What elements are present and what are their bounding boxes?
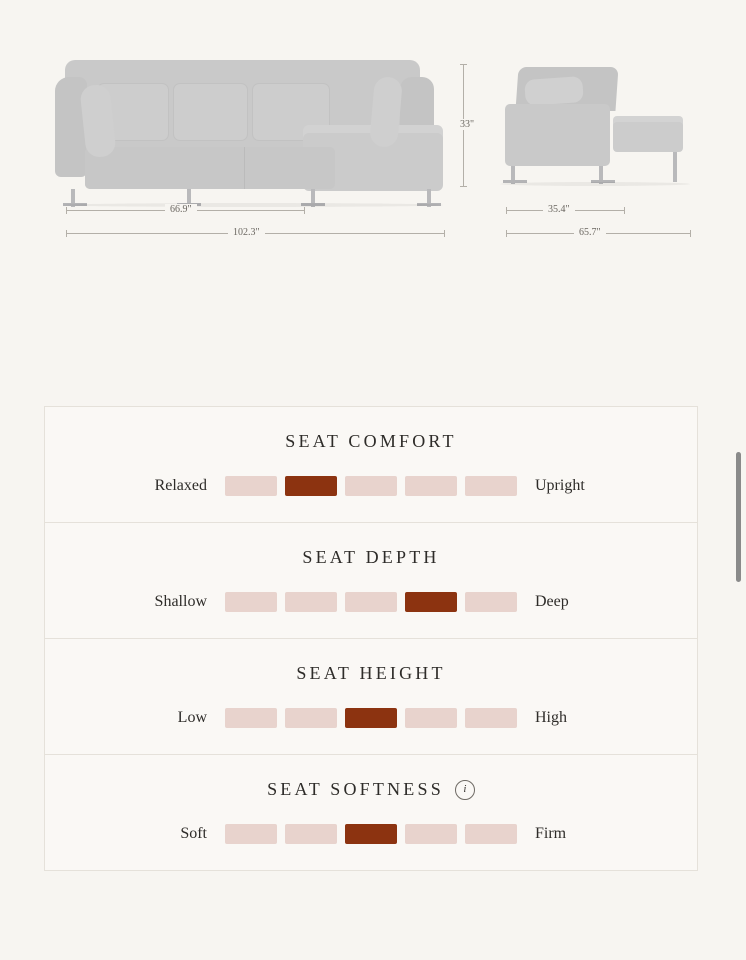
spec-row-seat-comfort	[45, 407, 697, 523]
spec-pips	[225, 592, 517, 612]
spec-pip-3	[345, 592, 397, 612]
spec-pip-3-active	[345, 824, 397, 844]
spec-title-seat-depth	[45, 547, 697, 568]
seat-width-dimension-label: 66.9"	[165, 204, 197, 215]
spec-pip-4	[405, 476, 457, 496]
sofa-front-view-illustration	[55, 55, 455, 210]
spec-row-seat-depth	[45, 523, 697, 639]
spec-left-label: Low	[177, 709, 207, 726]
spec-pips	[225, 824, 517, 844]
height-tick-top	[460, 64, 467, 65]
spec-pip-5	[465, 708, 517, 728]
total-width-dimension-label: 102.3"	[228, 227, 265, 238]
spec-pip-4	[405, 824, 457, 844]
spec-pip-1	[225, 592, 277, 612]
spec-pip-2	[285, 824, 337, 844]
sofa-side-chaise-shape	[613, 122, 683, 152]
sofa-side-body-shape	[505, 104, 610, 166]
sofa-side-shadow	[500, 182, 690, 186]
height-tick-bottom	[460, 186, 467, 187]
depth-tick-left	[506, 207, 507, 214]
sofa-side-leg-3	[673, 152, 677, 182]
spec-pip-4-active	[405, 592, 457, 612]
spec-title-text: SEAT COMFORT	[285, 431, 457, 451]
comfort-spec-panel	[44, 406, 698, 871]
sofa-side-throw-pillow	[524, 76, 584, 106]
total-width-tick-right	[444, 230, 445, 237]
depth-tick-right	[624, 207, 625, 214]
spec-scale-seat-softness	[45, 824, 697, 844]
seat-width-tick-right	[304, 207, 305, 214]
spec-pip-3	[345, 476, 397, 496]
spec-pip-1	[225, 708, 277, 728]
spec-pip-5	[465, 824, 517, 844]
spec-scale-seat-comfort	[45, 476, 697, 496]
spec-pip-1	[225, 476, 277, 496]
spec-scale-seat-height	[45, 708, 697, 728]
spec-pip-2	[285, 592, 337, 612]
spec-title-seat-softness	[45, 779, 697, 800]
sofa-front-shadow	[63, 203, 443, 207]
depth-dimension-label: 35.4"	[543, 204, 575, 215]
seat-width-tick-left	[66, 207, 67, 214]
spec-pip-2-active	[285, 476, 337, 496]
spec-row-seat-height	[45, 639, 697, 755]
spec-pip-3-active	[345, 708, 397, 728]
spec-pip-5	[465, 476, 517, 496]
dimension-diagram	[0, 0, 746, 390]
spec-right-label: Upright	[535, 477, 585, 494]
spec-pip-4	[405, 708, 457, 728]
spec-scale-seat-depth	[45, 592, 697, 612]
spec-title-text: SEAT DEPTH	[302, 547, 440, 567]
sofa-back-cushion-2	[173, 83, 248, 141]
height-dimension-label: 33"	[455, 119, 479, 130]
total-depth-dimension-label: 65.7"	[574, 227, 606, 238]
spec-pips	[225, 708, 517, 728]
page-scrollbar-track[interactable]	[736, 0, 744, 960]
page-scrollbar-thumb[interactable]	[736, 452, 741, 582]
spec-right-label: Firm	[535, 825, 567, 842]
spec-pip-2	[285, 708, 337, 728]
total-width-tick-left	[66, 230, 67, 237]
spec-right-label: Deep	[535, 593, 569, 610]
spec-title-seat-comfort	[45, 431, 697, 452]
spec-right-label: High	[535, 709, 567, 726]
spec-pip-1	[225, 824, 277, 844]
total-depth-tick-left	[506, 230, 507, 237]
spec-title-text: SEAT HEIGHT	[296, 663, 446, 683]
spec-pips	[225, 476, 517, 496]
spec-left-label: Soft	[180, 825, 207, 842]
spec-title-seat-height	[45, 663, 697, 684]
spec-row-seat-softness	[45, 755, 697, 870]
info-icon[interactable]: i	[455, 780, 475, 800]
spec-left-label: Relaxed	[154, 477, 207, 494]
spec-left-label: Shallow	[154, 593, 207, 610]
spec-pip-5	[465, 592, 517, 612]
spec-title-text: SEAT SOFTNESS	[267, 779, 444, 799]
total-depth-tick-right	[690, 230, 691, 237]
sofa-side-view-illustration	[495, 62, 710, 207]
